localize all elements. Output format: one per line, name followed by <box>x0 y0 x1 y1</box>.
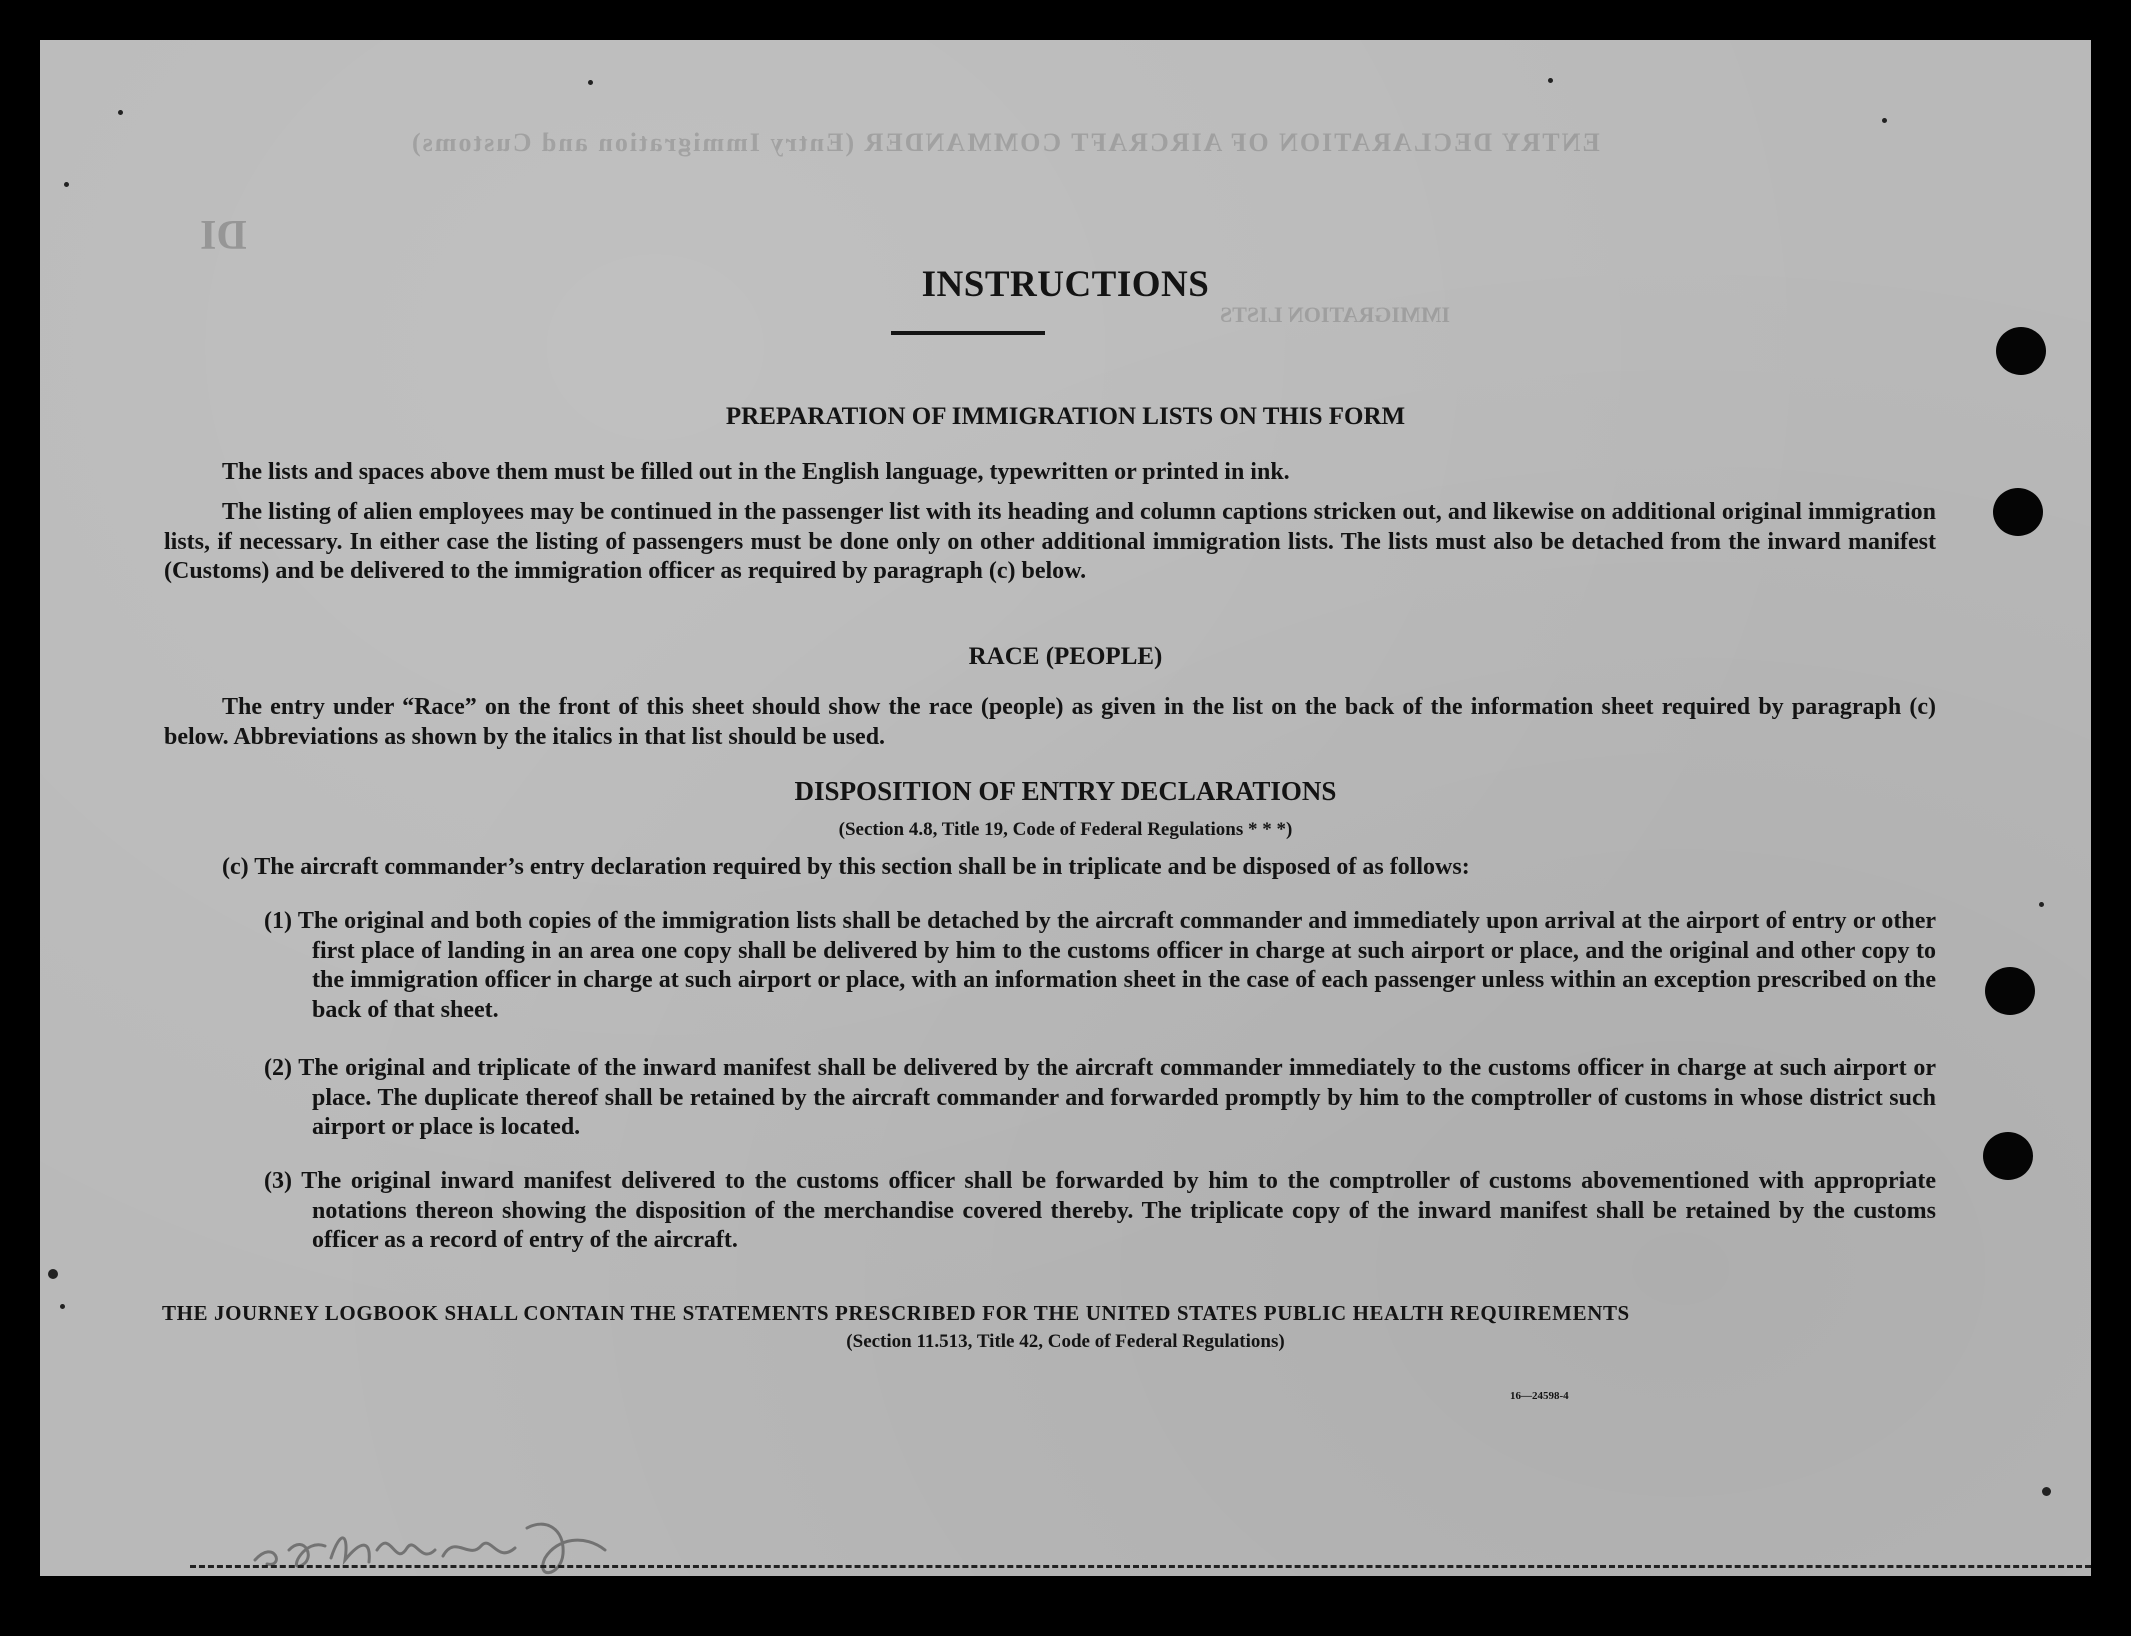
race-heading: RACE (PEOPLE) <box>968 643 1163 670</box>
bleed-through-subheader: IMMIGRATION LISTS <box>1220 302 1451 327</box>
instructions-content <box>40 40 2091 1576</box>
document-page <box>40 40 2091 1576</box>
title-underline <box>891 331 1045 335</box>
disposition-item-1: (1) The original and both copies of the immigration lists shall be detached by the aircraft commander and immediately upon arrival at the airport of entry or other first place of landing in an area one copy shall be delivered by him to the customs officer in charge at such airport or place, and the original and other copy to the immigration officer in charge at such airport or place, with an information sheet in the case of each passenger unless within an exception prescribed on the back of that sheet. <box>264 908 1936 1023</box>
preparation-heading: PREPARATION OF IMMIGRATION LISTS ON THIS FORM <box>725 403 1406 430</box>
form-number: 16—24598-4 <box>1510 1390 1569 1402</box>
disposition-intro: (c) The aircraft commander’s entry declaration required by this section shall be in triplicate and be disposed of as follows: <box>222 854 1470 880</box>
page-title: INSTRUCTIONS <box>921 264 1210 305</box>
perforation-line <box>190 1565 2091 1568</box>
bleed-through-header: ENTRY DECLARATION OF AIRCRAFT COMMANDER (Entry Immigration and Customs) <box>410 128 1600 157</box>
preparation-paragraph-2: The listing of alien employees may be continued in the passenger list with its heading and column captions stricken out, and likewise on additional original immigration lists, if necessary. In either case the listing of passengers must be done only on other additional immigration lists. The lists must also be detached from the inward manifest (Customs) and be delivered to the immigration officer as required by paragraph (c) below. <box>164 499 1936 584</box>
disposition-citation: (Section 4.8, Title 19, Code of Federal Regulations * * *) <box>838 819 1293 840</box>
disposition-item-2: (2) The original and triplicate of the inward manifest shall be delivered by the aircraft commander immediately to the customs officer in charge at such airport or place. The duplicate thereof shall be retained by the aircraft commander and forwarded promptly by him to the comptroller of customs in whose district such airport or place is located. <box>264 1055 1936 1140</box>
disposition-item-3: (3) The original inward manifest delivered to the customs officer shall be forwarded by him to the comptroller of customs abovementioned with appropriate notations thereon showing the disposition of the merchandise covered thereby. The triplicate copy of the inward manifest shall be retained by the customs officer as a record of entry of the aircraft. <box>264 1168 1936 1253</box>
public-health-citation: (Section 11.513, Title 42, Code of Federal Regulations) <box>846 1331 1285 1352</box>
bleed-through-page-mark: DI <box>200 213 247 259</box>
disposition-heading: DISPOSITION OF ENTRY DECLARATIONS <box>794 776 1337 806</box>
race-paragraph: The entry under “Race” on the front of this sheet should show the race (people) as given in the list on the back of the information sheet required by paragraph (c) below. Abbreviations as shown by the italics in that list should be used. <box>164 694 1936 750</box>
public-health-statement: THE JOURNEY LOGBOOK SHALL CONTAIN THE STATEMENTS PRESCRIBED FOR THE UNITED STATES PUBLIC HEALTH REQUIREMENTS <box>162 1301 1630 1325</box>
preparation-paragraph-1: The lists and spaces above them must be filled out in the English language, typewritten or printed in ink. <box>222 459 1290 485</box>
